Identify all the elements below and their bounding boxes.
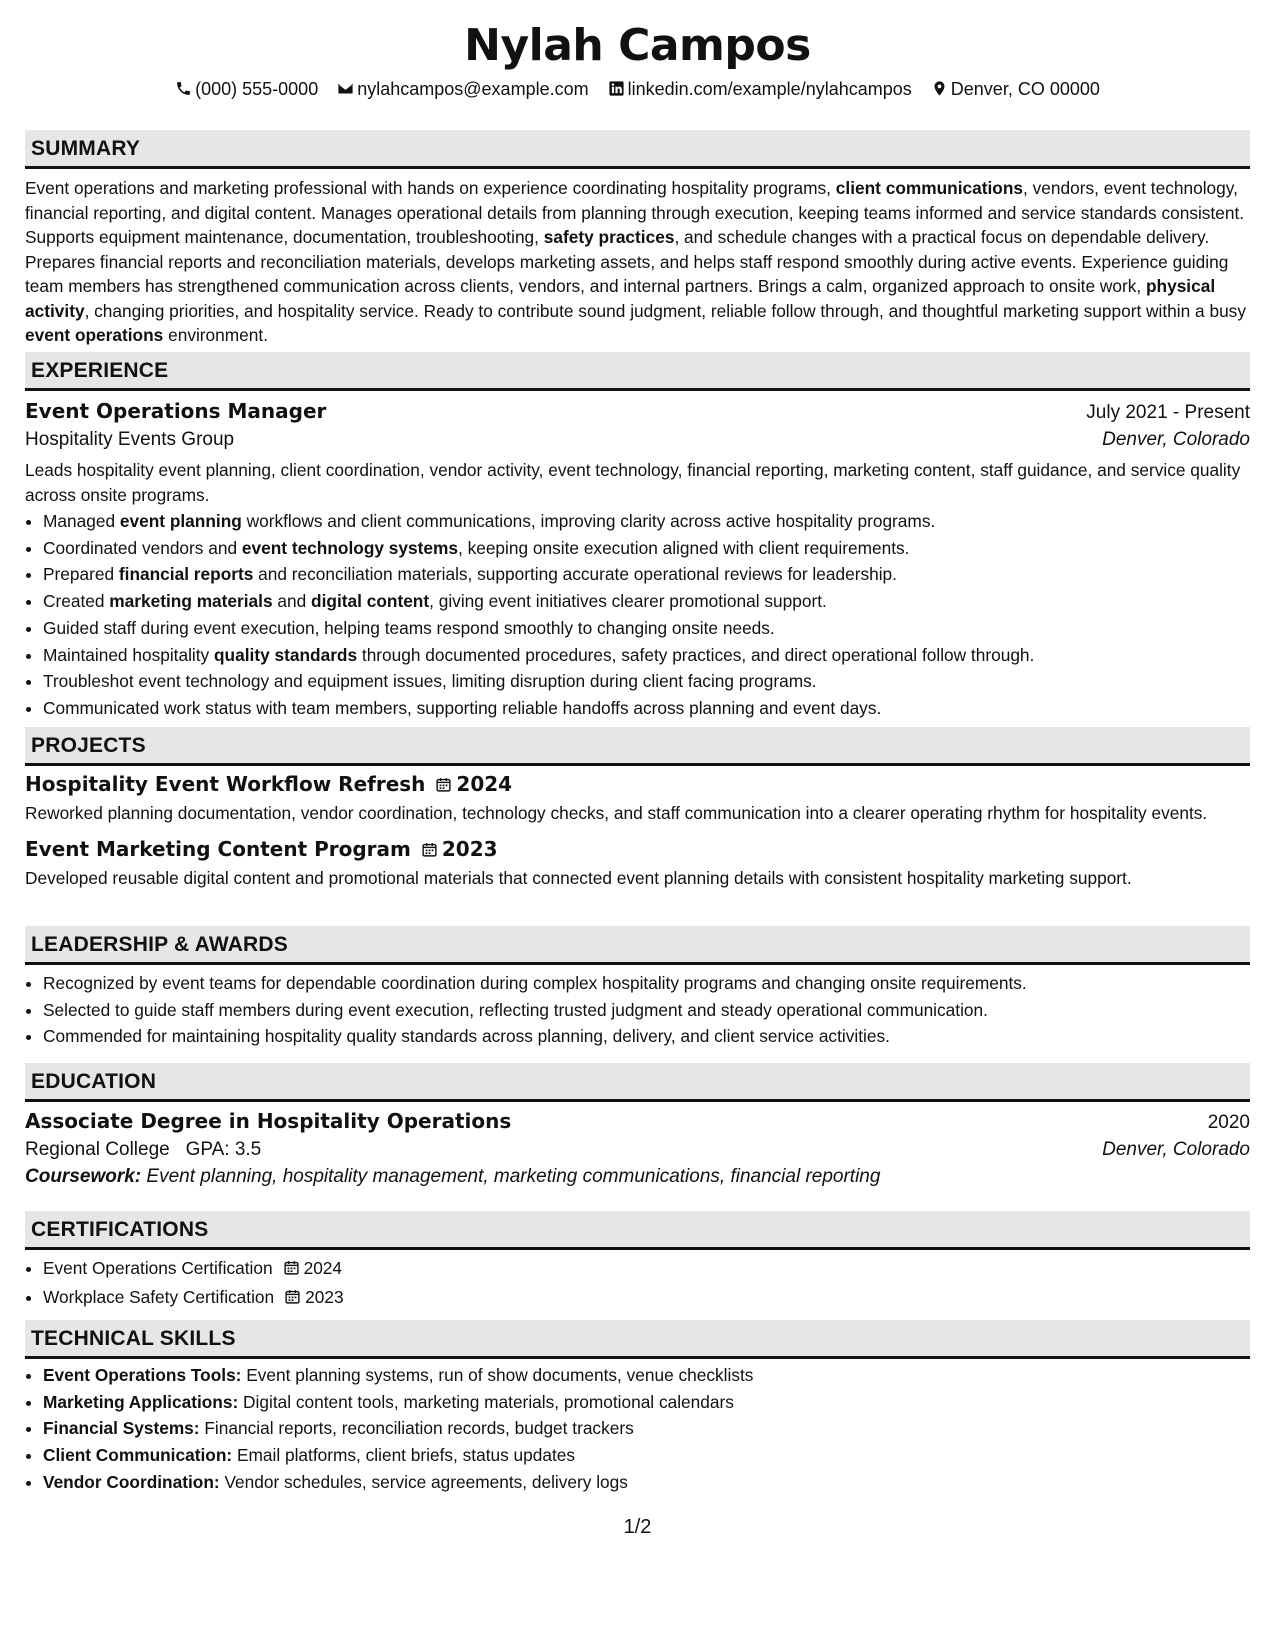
candidate-name: Nylah Campos (464, 20, 811, 71)
text-run: Managed (43, 511, 120, 531)
list-item (43, 668, 1250, 695)
contact-phone (175, 79, 318, 100)
page-number: 1/2 (623, 1516, 652, 1538)
list-item (43, 1255, 1250, 1284)
list-item (43, 615, 1250, 642)
calendar-icon (284, 1286, 301, 1313)
summary-text (25, 176, 1250, 348)
project-description: Developed reusable digital content and promotional materials that connected event planning details with consistent hospitality marketing support. (25, 867, 1132, 888)
skill-value: Vendor schedules, service agreements, delivery logs (224, 1471, 628, 1492)
project-name: Event Marketing Content Program (25, 836, 411, 861)
phone-icon (175, 80, 192, 97)
phone-text: (000) 555-0000 (195, 79, 319, 99)
text-run: and reconciliation materials, supporting accurate operational reviews for leadership. (253, 564, 897, 585)
list-item (43, 588, 1250, 615)
company-name: Hospitality Events Group (25, 429, 235, 450)
text-run: Guided staff during event execution, helping teams respond smoothly to changing onsite needs. (43, 617, 775, 638)
emphasis-text: event operations (25, 325, 164, 345)
text-run: and (272, 591, 312, 612)
gpa: GPA: 3.5 (185, 1139, 262, 1160)
skill-value: Digital content tools, marketing materials, promotional calendars (243, 1391, 734, 1412)
skills-section (25, 1320, 1250, 1496)
text-run: , giving event initiatives clearer promotional support. (429, 591, 827, 612)
list-item (43, 1415, 1250, 1442)
project-description: Reworked planning documentation, vendor coordination, technology checks, and staff communication into a clearer operating rhythm for hospitality events. (25, 803, 1208, 823)
text-run: Coordinated vendors and (43, 537, 242, 558)
emphasis-text: digital content (311, 591, 430, 612)
education-header (25, 1109, 1250, 1134)
text-run: Prepared (43, 564, 119, 585)
list-item (43, 1469, 1250, 1496)
job-header (25, 399, 1250, 424)
calendar-icon (435, 774, 452, 798)
skill-label: Event Operations Tools: (43, 1365, 242, 1385)
list-item (43, 1284, 1250, 1313)
section-heading: EDUCATION (25, 1063, 1250, 1102)
contact-email[interactable] (337, 79, 588, 100)
summary-section (25, 130, 1250, 348)
text-run: Troubleshot event technology and equipment issues, limiting disruption during client facing programs. (43, 671, 817, 692)
list-item (43, 561, 1250, 588)
emphasis-text: client communications (835, 178, 1024, 198)
emphasis-text: financial reports (118, 564, 254, 585)
text-run: through documented procedures, safety practices, and direct operational follow through. (357, 644, 1035, 665)
text-run: Communicated work status with team members, supporting reliable handoffs across planning and event days. (43, 697, 882, 718)
list-item: • Recognized by event teams for dependable coordination during complex hospitality programs and changing onsite requirements. (43, 970, 1250, 997)
list-item: • Selected to guide staff members during event execution, reflecting trusted judgment and steady operational communication. (43, 997, 1250, 1024)
job-subheader (25, 429, 1250, 451)
job-dates: July 2021 - Present (1086, 402, 1250, 423)
emphasis-text: physical activity (25, 276, 1216, 321)
section-heading: SUMMARY (25, 130, 1250, 169)
text-run: workflows and client communications, improving clarity across active hospitality programs. (241, 511, 936, 531)
list-item (43, 642, 1250, 669)
skill-value: Financial reports, reconciliation records, budget trackers (204, 1418, 634, 1439)
skill-value: Event planning systems, run of show documents, venue checklists (246, 1365, 754, 1385)
linkedin-icon (608, 80, 625, 97)
certification-name: Event Operations Certification (43, 1258, 273, 1278)
list-item (43, 535, 1250, 562)
project-item (25, 772, 1250, 826)
certification-year: 2023 (305, 1286, 344, 1307)
emphasis-text: quality standards (214, 644, 358, 665)
emphasis-text: marketing materials (109, 591, 273, 612)
project-title-row (25, 837, 1250, 863)
project-item (25, 837, 1250, 891)
text-run: Created (43, 591, 110, 612)
list-item (43, 1389, 1250, 1416)
list-item: • Commended for maintaining hospitality quality standards across planning, delivery, and client service activities. (43, 1023, 1250, 1050)
coursework-text: Event planning, hospitality management, marketing communications, financial reporting (146, 1166, 881, 1187)
calendar-icon (421, 839, 438, 863)
experience-section (25, 352, 1250, 722)
text-run: , vendors, event technology, financial reporting, and digital content. Manages operational details from planning through execution, keeping teams informed and service standards consistent. Supports equipment maintenance, documentation, troubleshooting, (25, 178, 1245, 247)
section-heading: LEADERSHIP & AWARDS (25, 926, 1250, 965)
text-run: , keeping onsite execution aligned with client requirements. (457, 537, 910, 558)
emphasis-text: event planning (119, 511, 242, 531)
list-item (43, 1362, 1250, 1389)
contact-line (25, 79, 1250, 100)
leadership-list (25, 970, 1250, 1050)
contact-location (931, 79, 1100, 100)
list-item (43, 695, 1250, 722)
certification-name: Workplace Safety Certification (43, 1286, 275, 1307)
degree-name: Associate Degree in Hospitality Operations (25, 1109, 512, 1133)
location-text: Denver, CO 00000 (950, 79, 1100, 99)
list-item (43, 508, 1250, 535)
certification-year: 2024 (303, 1258, 343, 1278)
job-description: Leads hospitality event planning, client coordination, vendor activity, event technology, financial reporting, marketing content, staff guidance, and service quality across onsite programs. (25, 460, 1241, 505)
envelope-icon (337, 80, 354, 97)
section-heading: PROJECTS (25, 727, 1250, 766)
skill-label: Financial Systems: (43, 1418, 200, 1439)
section-heading: TECHNICAL SKILLS (25, 1320, 1250, 1359)
section-heading: CERTIFICATIONS (25, 1211, 1250, 1250)
project-name: Hospitality Event Workflow Refresh (25, 772, 426, 796)
text-run: Maintained hospitality (43, 644, 214, 665)
text-run: , and schedule changes with a practical focus on dependable delivery. Prepares financial reports and reconciliation materials, develops marketing assets, and helps staff respond smoothly during active events. Experience guiding team members has strengthened communication across clients, vendors, and internal partners. Brings a calm, organized approach to onsite work, (25, 227, 1229, 296)
linkedin-text: linkedin.com/example/nylahcampos (627, 79, 912, 99)
skill-label: Marketing Applications: (43, 1391, 239, 1412)
coursework-line (25, 1166, 1250, 1188)
coursework-label: Coursework: (25, 1166, 142, 1187)
skill-value: Email platforms, client briefs, status updates (236, 1445, 576, 1466)
school-location: Denver, Colorado (1102, 1139, 1250, 1160)
certifications-list (25, 1255, 1250, 1312)
leadership-section (25, 926, 1250, 1050)
education-section (25, 1063, 1250, 1188)
projects-section (25, 727, 1250, 890)
project-year: 2024 (456, 772, 513, 796)
text-run: environment. (163, 325, 268, 345)
emphasis-text: safety practices (543, 227, 675, 247)
map-pin-icon (931, 80, 948, 97)
school-line (25, 1139, 261, 1161)
text-run: , changing priorities, and hospitality service. Ready to contribute sound judgment, reliable follow through, and thoughtful marketing support within a busy (84, 300, 1246, 321)
skill-label: Vendor Coordination: (43, 1471, 220, 1492)
email-text: nylahcampos@example.com (357, 79, 589, 99)
section-heading: EXPERIENCE (25, 352, 1250, 391)
skills-list (25, 1362, 1250, 1496)
job-bullets (25, 508, 1250, 722)
education-subheader (25, 1139, 1250, 1161)
certifications-section (25, 1211, 1250, 1312)
skill-label: Client Communication: (43, 1445, 233, 1466)
job-location: Denver, Colorado (1102, 429, 1250, 450)
text-run: Event operations and marketing professional with hands on experience coordinating hospitality programs, (25, 178, 836, 198)
job-title: Event Operations Manager (25, 399, 327, 423)
contact-linkedin[interactable] (608, 79, 912, 100)
emphasis-text: event technology systems (241, 537, 458, 558)
school-name: Regional College (25, 1139, 170, 1160)
list-item (43, 1442, 1250, 1469)
calendar-icon (283, 1257, 300, 1284)
project-title-row (25, 772, 1250, 798)
project-year: 2023 (441, 836, 498, 861)
graduation-year: 2020 (1207, 1112, 1250, 1133)
